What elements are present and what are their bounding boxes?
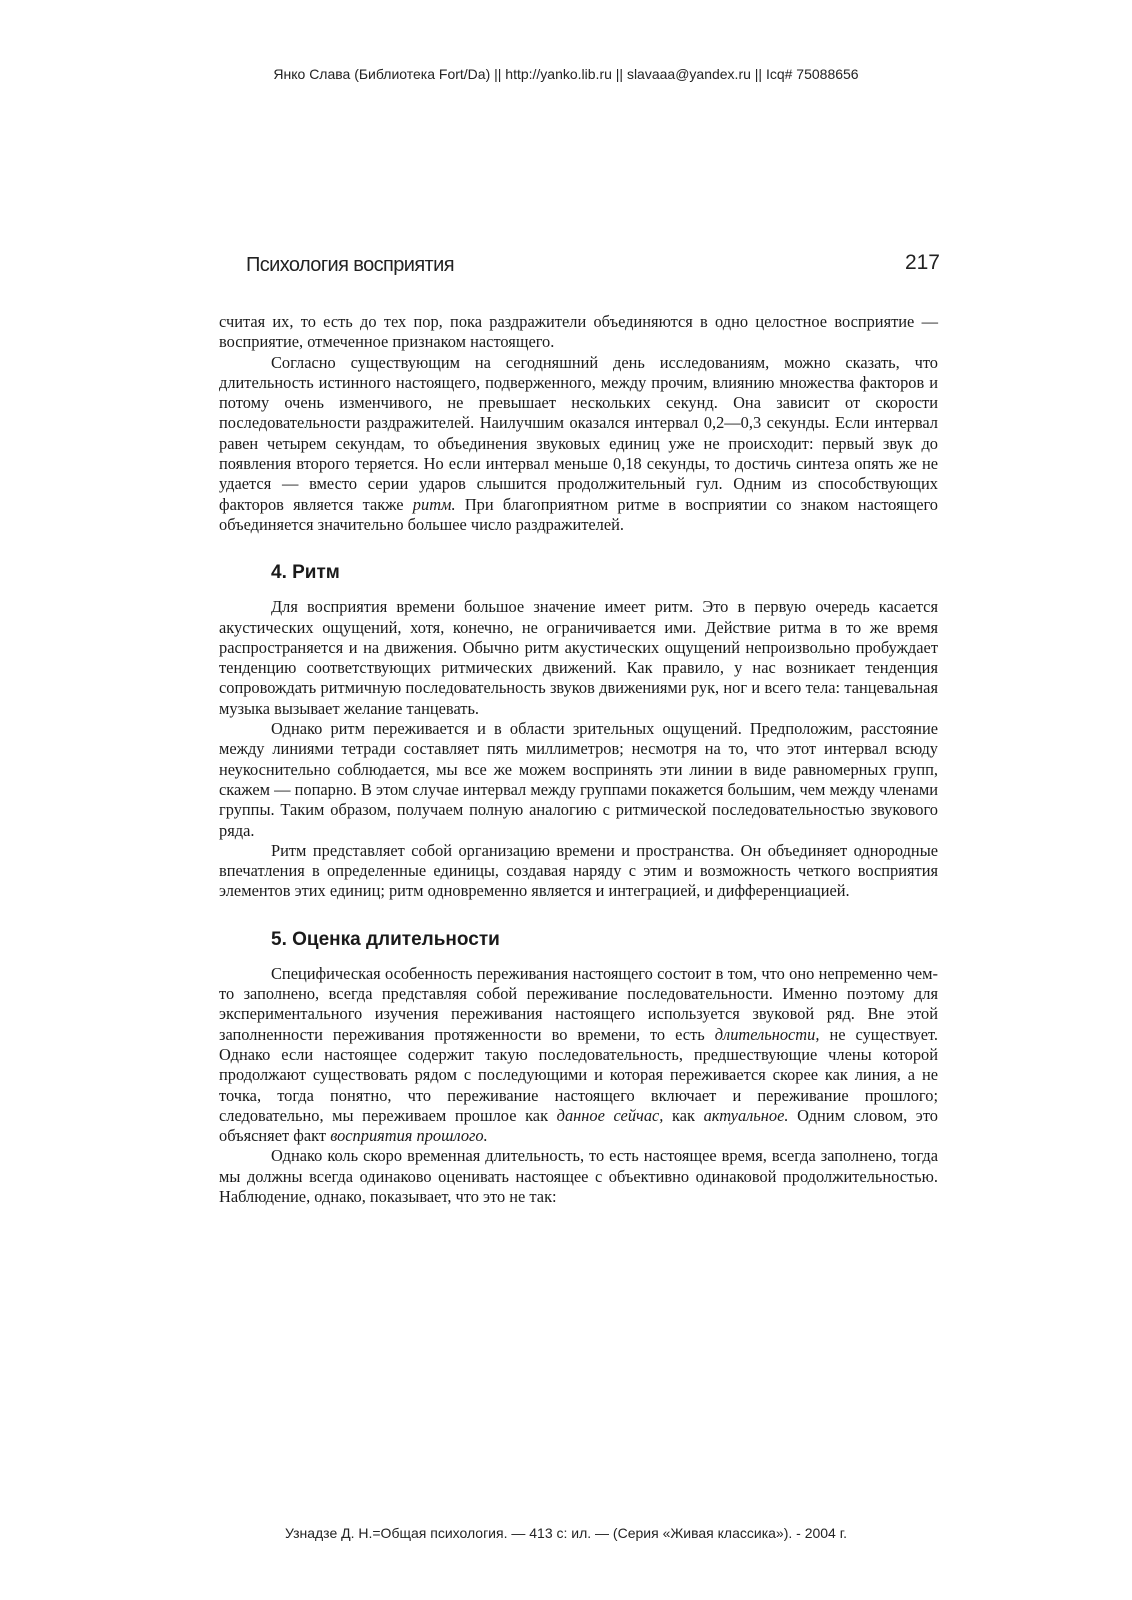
paragraph bbox=[219, 312, 938, 353]
page-body bbox=[219, 312, 938, 1207]
paragraph bbox=[219, 964, 938, 1147]
paragraph-text: Одним словом, это объясняет факт bbox=[219, 1105, 938, 1146]
emphasis-text: ритм. bbox=[412, 494, 456, 514]
paragraph-text: Для восприятия времени большое значение имеет ритм. Это в первую очередь касается акустических ощущений, хотя, конечно, не ограничивается ими. Действие ритма в то же время распространяется и на движения. Обычно ритм акустических ощущений непроизвольно пробуждает тенденцию соответствующих ритмических движений. Как правило, у нас возникает тенденция сопровождать ритмичную последовательность звуков движениями рук, ног и всего тела: танцевальная музыка вызывает желание танцевать. bbox=[219, 597, 938, 718]
paragraph-text: Согласно существующим на сегодняшний день исследованиям, можно сказать, что длительность истинного настоящего, подверженного, между прочим, влиянию множества факторов и потому очень изменчивого, не превышает нескольких секунд. Она зависит от скорости последовательности раздражителей. Наилучшим оказался интервал 0,2—0,3 секунды. Если интервал равен четырем секундам, то объединения звуковых единиц уже не происходит: первый звук до появления второго теряется. Но если интервал меньше 0,18 секунды, то достичь синтеза опять же не удается — вместо серии ударов слышится продолжительный гул. Одним из способствующих факторов является также bbox=[219, 352, 938, 514]
running-title: Психология восприятия bbox=[246, 254, 454, 276]
paragraph bbox=[219, 353, 938, 536]
paragraph-text: Однако ритм переживается и в области зрительных ощущений. Предположим, расстояние между линиями тетради составляет пять миллиметров; несмотря на то, что этот интервал всюду неукоснительно соблюдается, мы все же можем воспринять эти линии в виде равномерных групп, скажем — попарно. В этом случае интервал между группами покажется большим, чем между членами группы. Таким образом, получаем полную аналогию с ритмической последовательностью звукового ряда. bbox=[219, 719, 938, 840]
paragraph-text: считая их, то есть до тех пор, пока раздражители объединяются в одно целостное восприятие — восприятие, отмеченное признаком настоящего. bbox=[219, 312, 938, 352]
section-heading-rhythm: 4. Ритм bbox=[271, 562, 340, 584]
emphasis-text: длительности, bbox=[714, 1024, 820, 1044]
paragraph bbox=[219, 841, 938, 902]
emphasis-text: данное сейчас, bbox=[556, 1105, 664, 1125]
paragraph-text: не существует. Однако если настоящее содержит такую последовательность, предшествующие члены которой продолжают существовать рядом с последующими и которая переживается скорее как линия, а не точка, тогда понятно, что переживание настоящего включает и переживание прошлого; следовательно, мы переживаем прошлое как bbox=[219, 1024, 938, 1125]
paragraph-text: Однако коль скоро временная длительность, то есть настоящее время, всегда заполнено, тогда мы должны всегда одинаково оценивать настоящее с объективно одинаковой продолжительностью. Наблюдение, однако, показывает, что это не так: bbox=[219, 1146, 938, 1206]
paragraph-text: как bbox=[672, 1105, 695, 1125]
paragraph-text: Ритм представляет собой организацию времени и пространства. Он объединяет однородные впечатления в определенные единицы, создавая наряду с этим и возможность четкого восприятия элементов этих единиц; ритм одновременно является и интеграцией, и дифференциацией. bbox=[219, 840, 938, 901]
paragraph-text: При благоприятном ритме в восприятии со знаком настоящего объединяется значительно большее число раздражителей. bbox=[219, 494, 938, 534]
source-banner: Янко Слава (Библиотека Fort/Da) || http://yanko.lib.ru || slavaaa@yandex.ru || Icq# 75088656 bbox=[273, 66, 859, 82]
paragraph-text: Специфическая особенность переживания настоящего состоит в том, что оно непременно чем-то заполнено, всегда представляя собой переживание последовательности. Именно поэтому для экспериментального изучения переживания настоящего используется звуковой ряд. Вне этой заполненности переживания протяженности во времени, то есть bbox=[219, 963, 938, 1044]
footer-citation: Узнадзе Д. Н.=Общая психология. — 413 с: ил. — (Серия «Живая классика»). - 2004 г. bbox=[284, 1525, 848, 1541]
paragraph bbox=[219, 597, 938, 719]
paragraph bbox=[219, 1146, 938, 1207]
emphasis-text: актуальное. bbox=[703, 1105, 789, 1125]
paragraph bbox=[219, 719, 938, 841]
page-number: 217 bbox=[904, 251, 940, 274]
section-heading-duration: 5. Оценка длительности bbox=[271, 928, 500, 950]
emphasis-text: восприятия прошлого. bbox=[330, 1126, 488, 1146]
